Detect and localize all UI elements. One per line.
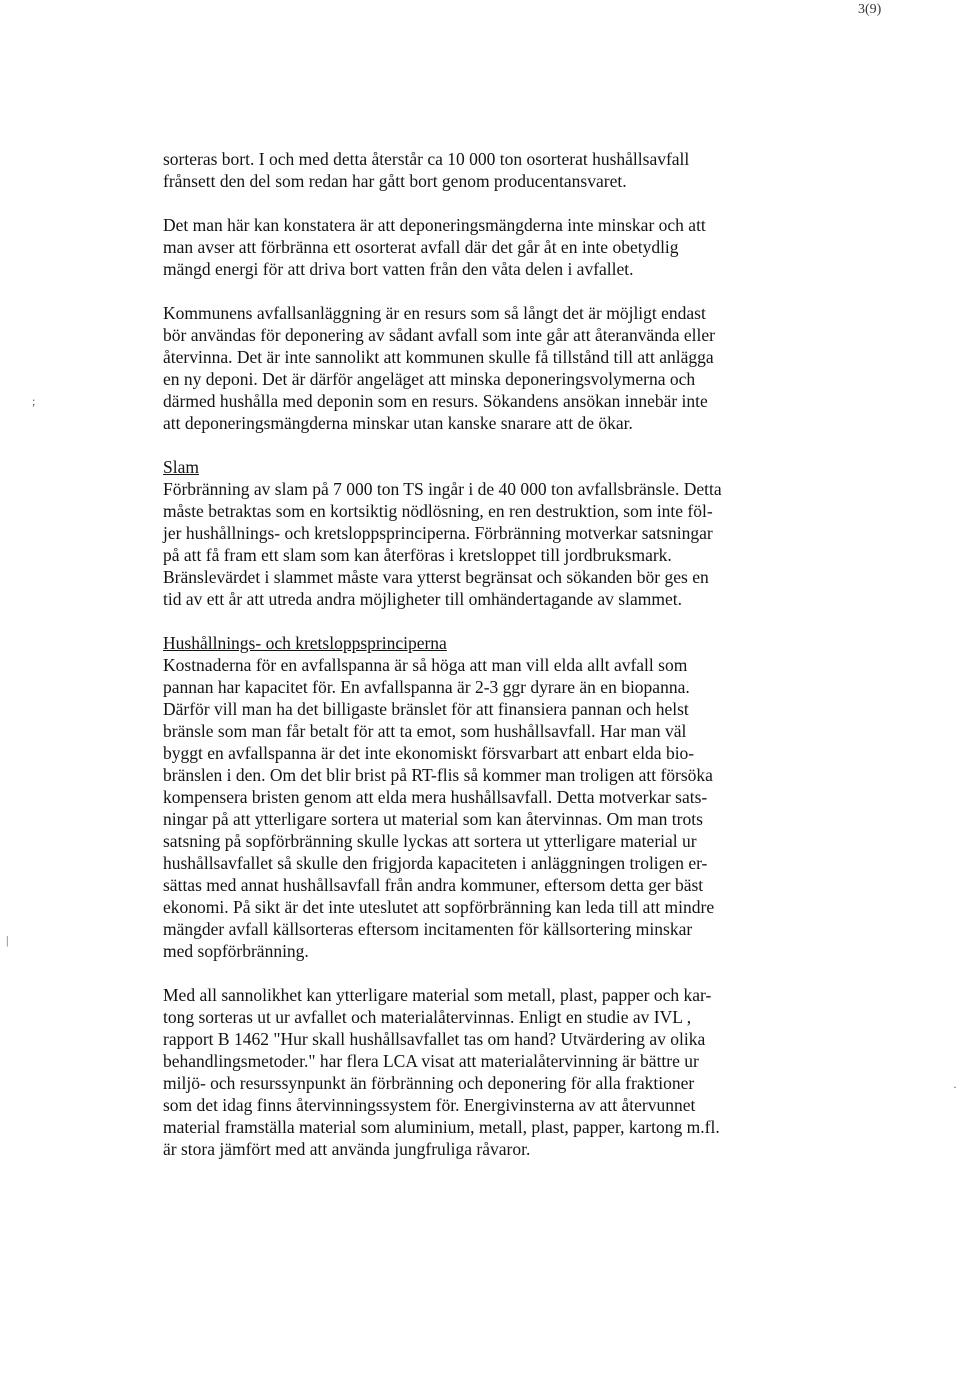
text-line: frånsett den del som redan har gått bort genom producentansvaret. bbox=[163, 171, 627, 191]
text-line: satsning på sopförbränning skulle lyckas att sortera ut ytterligare material ur bbox=[163, 831, 697, 851]
page-number: 3(9) bbox=[858, 2, 882, 17]
text-line: behandlingsmetoder." har flera LCA visat att materialåtervinning är bättre ur bbox=[163, 1051, 699, 1071]
text-line: att deponeringsmängderna minskar utan kanske snarare att de ökar. bbox=[163, 413, 633, 433]
text-line: pannan har kapacitet för. En avfallspanna är 2-3 ggr dyrare än en biopanna. bbox=[163, 677, 690, 697]
text-line: jer hushållnings- och kretsloppsprinciperna. Förbränning motverkar satsningar bbox=[163, 523, 713, 543]
text-line: är stora jämfört med att använda jungfruliga råvaror. bbox=[163, 1139, 531, 1159]
margin-mark: · bbox=[953, 1080, 957, 1094]
section-slam bbox=[163, 456, 813, 610]
text-line: Med all sannolikhet kan ytterligare material som metall, plast, papper och kar- bbox=[163, 985, 712, 1005]
text-line: kompensera bristen genom att elda mera hushållsavfall. Detta motverkar sats- bbox=[163, 787, 708, 807]
section-hushallning bbox=[163, 632, 813, 962]
text-line: sorteras bort. I och med detta återstår ca 10 000 ton osorterat hushållsavfall bbox=[163, 149, 690, 169]
text-line: Förbränning av slam på 7 000 ton TS ingår i de 40 000 ton avfallsbränsle. Detta bbox=[163, 479, 722, 499]
section-heading-slam: Slam bbox=[163, 457, 199, 477]
text-line: hushållsavfallet så skulle den frigjorda kapaciteten i anläggningen troligen er- bbox=[163, 853, 708, 873]
text-line: byggt en avfallspanna är det inte ekonomiskt försvarbart att enbart elda bio- bbox=[163, 743, 695, 763]
text-line: en ny deponi. Det är därför angeläget att minska deponeringsvolymerna och bbox=[163, 369, 696, 389]
text-line: måste betraktas som en kortsiktig nödlösning, en ren destruktion, som inte föl- bbox=[163, 501, 713, 521]
text-line: sättas med annat hushållsavfall från andra kommuner, eftersom detta ger bäst bbox=[163, 875, 704, 895]
text-line: tong sorteras ut ur avfallet och materialåtervinnas. Enligt en studie av IVL , bbox=[163, 1007, 692, 1027]
section-heading-hushallning: Hushållnings- och kretsloppsprinciperna bbox=[163, 633, 447, 653]
text-line: som det idag finns återvinningssystem för. Energivinsterna av att återvunnet bbox=[163, 1095, 696, 1115]
text-line: därmed hushålla med deponin som en resurs. Sökandens ansökan innebär inte bbox=[163, 391, 708, 411]
text-line: återvinna. Det är inte sannolikt att kommunen skulle få tillstånd till att anlägga bbox=[163, 347, 714, 367]
text-line: på att få fram ett slam som kan återföras i kretsloppet till jordbruksmark. bbox=[163, 545, 672, 565]
paragraph-intro bbox=[163, 148, 813, 192]
text-line: mängd energi för att driva bort vatten från den våta delen i avfallet. bbox=[163, 259, 634, 279]
text-line: ningar på att ytterligare sortera ut material som kan återvinnas. Om man trots bbox=[163, 809, 703, 829]
text-line: material framställa material som aluminium, metall, plast, papper, kartong m.fl. bbox=[163, 1117, 720, 1137]
text-line: Därför vill man ha det billigaste bränslet för att finansiera pannan och helst bbox=[163, 699, 689, 719]
document-body bbox=[163, 148, 813, 1182]
text-line: Det man här kan konstatera är att deponeringsmängderna inte minskar och att bbox=[163, 215, 706, 235]
text-line: med sopförbränning. bbox=[163, 941, 309, 961]
text-line: ekonomi. På sikt är det inte uteslutet att sopförbränning kan leda till att mindre bbox=[163, 897, 715, 917]
paragraph-materialatervinning bbox=[163, 984, 813, 1160]
paragraph-avfallsanlaggning bbox=[163, 302, 813, 434]
text-line: miljö- och resurssynpunkt än förbränning och deponering för alla fraktioner bbox=[163, 1073, 695, 1093]
margin-mark: | bbox=[6, 933, 9, 947]
text-line: tid av ett år att utreda andra möjligheter till omhändertagande av slammet. bbox=[163, 589, 682, 609]
text-line: Kommunens avfallsanläggning är en resurs som så långt det är möjligt endast bbox=[163, 303, 706, 323]
text-line: man avser att förbränna ett osorterat avfall där det går åt en inte obetydlig bbox=[163, 237, 679, 257]
paragraph-deponering bbox=[163, 214, 813, 280]
text-line: mängder avfall källsorteras eftersom incitamenten för källsortering minskar bbox=[163, 919, 693, 939]
text-line: bör användas för deponering av sådant avfall som inte går att återanvända eller bbox=[163, 325, 715, 345]
margin-mark: ; bbox=[32, 394, 36, 408]
text-line: bränslen i den. Om det blir brist på RT-flis så kommer man troligen att försöka bbox=[163, 765, 713, 785]
text-line: rapport B 1462 "Hur skall hushållsavfallet tas om hand? Utvärdering av olika bbox=[163, 1029, 706, 1049]
text-line: bränsle som man får betalt för att ta emot, som hushållsavfall. Har man väl bbox=[163, 721, 687, 741]
text-line: Bränslevärdet i slammet måste vara ytterst begränsat och sökanden bör ges en bbox=[163, 567, 709, 587]
text-line: Kostnaderna för en avfallspanna är så höga att man vill elda allt avfall som bbox=[163, 655, 688, 675]
